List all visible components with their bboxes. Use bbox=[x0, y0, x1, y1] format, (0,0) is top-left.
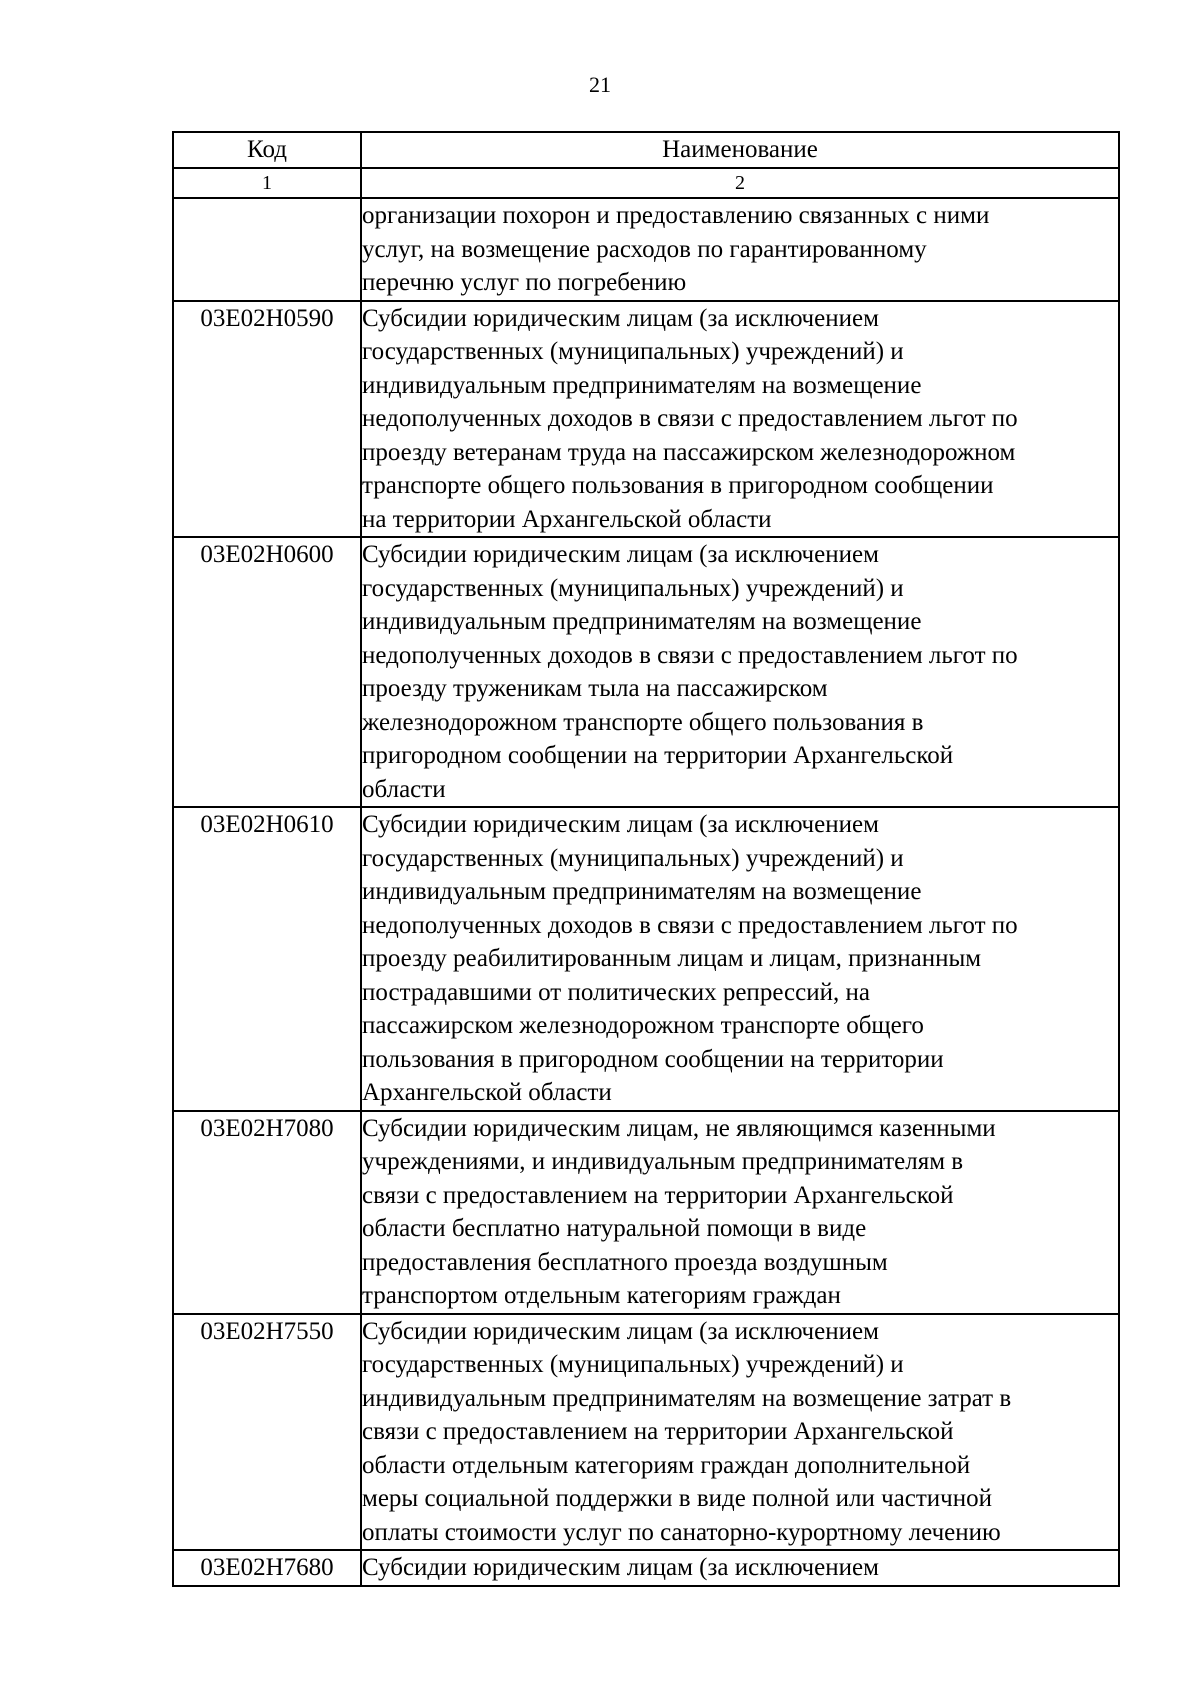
row-name-line: Субсидии юридическим лицам (за исключением bbox=[362, 811, 879, 838]
row-name-line: государственных (муниципальных) учреждений) и bbox=[362, 574, 904, 602]
row-name-line: предоставления бесплатного проезда воздушным bbox=[362, 1248, 888, 1276]
column-number-code: 1 bbox=[173, 168, 361, 198]
column-number-row bbox=[173, 168, 1119, 198]
row-name bbox=[361, 1111, 1119, 1314]
row-name bbox=[361, 1314, 1119, 1551]
row-name-line: организации похорон и предоставлению связанных с ними bbox=[362, 202, 990, 229]
row-name-line: недополученных доходов в связи с предоставлением льгот по bbox=[362, 405, 1018, 432]
row-name-line: государственных (муниципальных) учреждений) и bbox=[362, 844, 904, 872]
row-name bbox=[361, 198, 1119, 301]
row-name bbox=[361, 537, 1119, 807]
row-name bbox=[361, 807, 1119, 1111]
row-name-line: Субсидии юридическим лицам, не являющимся казенными bbox=[362, 1114, 996, 1142]
row-name-line: связи с предоставлением на территории Архангельской bbox=[362, 1418, 954, 1445]
row-name-line: области отдельным категориям граждан дополнительной bbox=[362, 1451, 971, 1479]
row-name-line: Архангельской области bbox=[362, 1079, 612, 1106]
table-row bbox=[173, 198, 1119, 301]
header-code: Код bbox=[173, 132, 361, 168]
row-code: 03Е02Н0600 bbox=[173, 537, 361, 807]
row-name-line: недополученных доходов в связи с предоставлением льгот по bbox=[362, 641, 1018, 669]
row-name-line: государственных (муниципальных) учреждений) и bbox=[362, 1351, 904, 1378]
budget-codes-table bbox=[172, 131, 1120, 1587]
row-code: 03Е02Н0590 bbox=[173, 301, 361, 538]
row-name-line: перечню услуг по погребению bbox=[362, 269, 687, 296]
row-name-line: области бесплатно натуральной помощи в виде bbox=[362, 1215, 867, 1242]
row-name-line: меры социальной поддержки в виде полной или частичной bbox=[362, 1485, 992, 1512]
row-name-line: транспортом отдельным категориям граждан bbox=[362, 1282, 841, 1309]
row-name bbox=[361, 301, 1119, 538]
row-name-line: связи с предоставлением на территории Архангельской bbox=[362, 1181, 954, 1209]
table-header-row bbox=[173, 132, 1119, 168]
header-name: Наименование bbox=[361, 132, 1119, 168]
row-name-line: проезду труженикам тыла на пассажирском bbox=[362, 675, 828, 702]
row-name-line: на территории Архангельской области bbox=[362, 505, 772, 533]
row-code: 03Е02Н0610 bbox=[173, 807, 361, 1111]
table-row bbox=[173, 807, 1119, 1111]
row-name-line: транспорте общего пользования в пригородном сообщении bbox=[362, 472, 994, 499]
column-number-name: 2 bbox=[361, 168, 1119, 198]
row-name-line: индивидуальным предпринимателям на возмещение bbox=[362, 608, 922, 635]
row-name-line: индивидуальным предпринимателям на возмещение затрат в bbox=[362, 1384, 1012, 1412]
row-name-line: Субсидии юридическим лицам (за исключением bbox=[362, 541, 879, 568]
row-code bbox=[173, 198, 361, 301]
table-row bbox=[173, 1111, 1119, 1314]
table-row bbox=[173, 537, 1119, 807]
row-name-line: пригородном сообщении на территории Архангельской bbox=[362, 742, 954, 769]
row-name-line: государственных (муниципальных) учреждений) и bbox=[362, 338, 904, 365]
row-name-line: Субсидии юридическим лицам (за исключением bbox=[362, 1554, 879, 1581]
row-name-line: Субсидии юридическим лицам (за исключением bbox=[362, 304, 879, 332]
row-name-line: Субсидии юридическим лицам (за исключением bbox=[362, 1317, 879, 1345]
row-name-line: индивидуальным предпринимателям на возмещение bbox=[362, 371, 922, 399]
row-name-line: недополученных доходов в связи с предоставлением льгот по bbox=[362, 911, 1018, 939]
row-name-line: области bbox=[362, 775, 446, 803]
row-name-line: железнодорожном транспорте общего пользования в bbox=[362, 708, 924, 736]
row-name-line: учреждениями, и индивидуальным предпринимателям в bbox=[362, 1148, 964, 1175]
row-code: 03Е02Н7080 bbox=[173, 1111, 361, 1314]
row-name-line: оплаты стоимости услуг по санаторно-курортному лечению bbox=[362, 1518, 1001, 1546]
row-name-line: пассажирском железнодорожном транспорте общего bbox=[362, 1012, 924, 1039]
row-name-line: индивидуальным предпринимателям на возмещение bbox=[362, 878, 922, 905]
row-code: 03Е02Н7550 bbox=[173, 1314, 361, 1551]
row-name-line: услуг, на возмещение расходов по гарантированному bbox=[362, 235, 927, 263]
row-name-line: пользования в пригородном сообщении на территории bbox=[362, 1045, 944, 1073]
table-row bbox=[173, 1314, 1119, 1551]
row-name-line: проезду ветеранам труда на пассажирском железнодорожном bbox=[362, 438, 1016, 466]
row-code: 03Е02Н7680 bbox=[173, 1550, 361, 1586]
row-name-line: проезду реабилитированным лицам и лицам, признанным bbox=[362, 945, 982, 972]
row-name-line: пострадавшими от политических репрессий, на bbox=[362, 978, 870, 1006]
table-row bbox=[173, 301, 1119, 538]
table-row bbox=[173, 1550, 1119, 1586]
row-name bbox=[361, 1550, 1119, 1586]
table-body bbox=[173, 198, 1119, 1586]
page-number: 21 bbox=[589, 72, 611, 97]
